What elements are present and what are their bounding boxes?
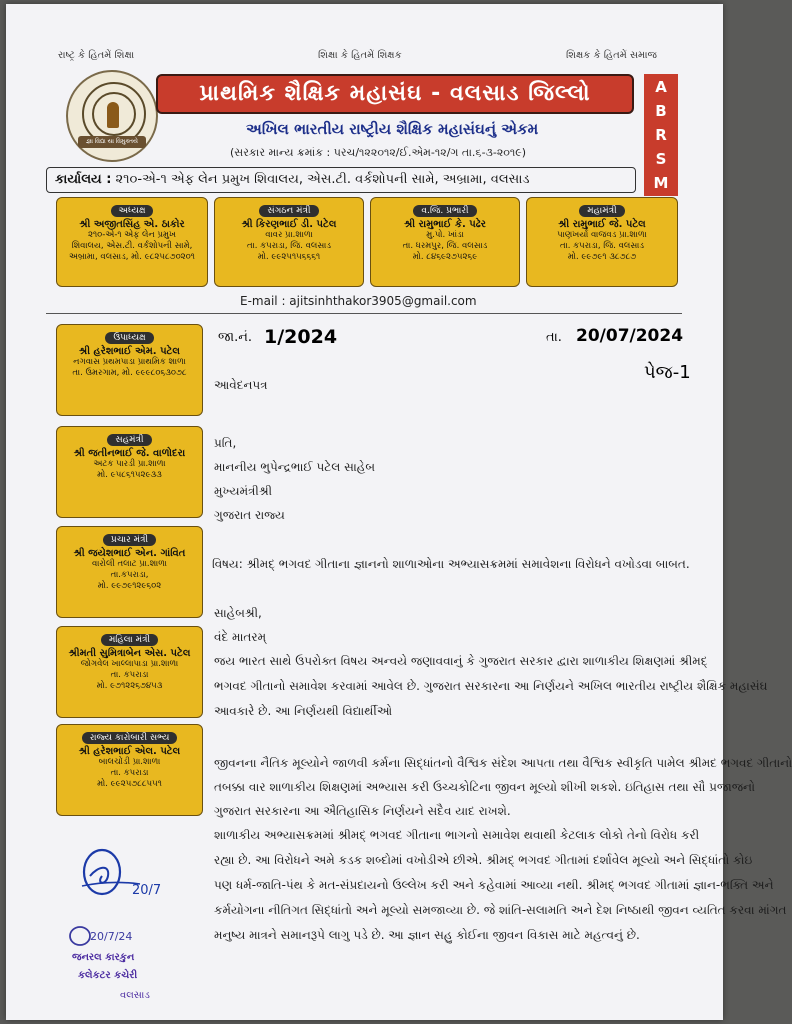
logo-motto: જ્ઞા વિદ્યા યા વિમુક્તયે <box>78 136 146 148</box>
organization-title: પ્રાથમિક શૈક્ષિક મહાસંઘ - વલસાડ જિલ્લો <box>156 74 634 114</box>
handwritten-signature <box>80 846 176 902</box>
office-label: કાર્યાલય : <box>55 172 112 187</box>
card-state-executive-member: રાજ્ય કારોબારી સભ્ય શ્રી હરેશભાઈ એલ. પટેલ બાલચોંડી પ્રા.શાળા તા. કપરાડા મો. ૯૯૨૫૭૮૮૫૫૧ <box>56 724 203 816</box>
salutation-line: વંદે માતરમ્ <box>214 630 267 644</box>
card-publicity-secretary: પ્રચાર મંત્રી શ્રી જયેશભાઈ એન. ગાંવિત વારોલી તલાટ પ્રા.શાળા તા.કપરાડા, મો. ૯૯૭૯૧૨૯૬૦૨ <box>56 526 203 618</box>
paragraph-line: પણ ધર્મ-જાતિ-પંથ કે મત-સંપ્રદાયનો ઉલ્લેખ કરી અને કહેવામાં આવ્યા નથી. શ્રીમદ્ ભગવદ ગીતામાં જ્ઞાન-ભક્તિ અને <box>214 878 774 892</box>
card-women-secretary: મહિલા મંત્રી શ્રીમતી સુમિત્રાબેન એસ. પટેલ જોગવેલ ખાલ્લાપાડા પ્રા.શાળા તા. કપરાડા મો. ૯૭૧૨૨૬૭૪૫૩ <box>56 626 203 718</box>
card-joint-secretary: સહમંત્રી શ્રી જતીનભાઈ જે. વાળોદરા અટક પારડી પ્રા.શાળા મો. ૯૫૮૬૧૫૨૯૩૩ <box>56 426 203 518</box>
svg-text:વલસાડ: વલસાડ <box>120 990 150 1001</box>
paragraph-line: મનુષ્ય માત્રને સમાનરૂપે લાગુ પડે છે. આ જ્ઞાન સહુ કોઈના જીવન વિકાસ માટે મહત્વનું છે. <box>214 928 640 942</box>
paragraph-line: જીવનના નૈતિક મૂલ્યોને જાળવી કર્મના સિદ્ધાંતનો વૈશ્વિક સંદેશ આપતા તથા વૈશ્વિક સ્વીકૃતિ પામેલ શ્રીમદ ભગવદ ગીતાનો <box>214 756 792 770</box>
date-label: તા. <box>546 330 562 345</box>
paragraph-line: કર્મયોગના નીતિગત સિદ્ધાંતો અને મૂલ્યો સમજાવ્યા છે. જે શાંતિ-સલામતિ અને દેશ નિષ્ઠાથી જીવન વ્યતિત કરવા માંગત <box>214 903 787 917</box>
card-vice-president: ઉપાધ્યક્ષ શ્રી હરેશભાઈ એમ. પટેલ નગવાસ પ્રથમપાડા પ્રાથમિક શાળા તા. ઉમરગામ, મો. ૯૯૯૮૦૬૩૦૭૮ <box>56 324 203 416</box>
reference-label: જા.નં. <box>218 330 253 345</box>
recipient-line: ગુજરાત રાજ્ય <box>214 508 285 522</box>
office-address-text: ૨૧૦-એ-૧ એફ લેન પ્રમુખ શિવાલય, એસ.ટી. વર્કશોપની સામે, અબ્રામા, વલસાડ <box>115 172 530 187</box>
slogan-right: શિક્ષક કે હિતમેં સમાજ <box>566 50 658 61</box>
letter-heading: આવેદનપત્ર <box>214 378 268 392</box>
organization-subtitle: અખિલ ભારતીય રાષ્ટ્રીય શૈક્ષિક મહાસંઘનું એકમ <box>246 120 539 138</box>
slogan-center: શિક્ષા કે હિતમેં શિક્ષક <box>318 50 402 61</box>
slogan-left: રાષ્ટ્ર કે હિતમેં શિક્ષા <box>58 50 135 61</box>
paragraph-line: જય ભારત સાથે ઉપરોક્ત વિષય અન્વયે જણાવવાનું કે ગુજરાત સરકાર દ્વારા શાળાકીય શિક્ષણમાં શ્રીમદ્ <box>214 654 708 668</box>
recipient-line: પ્રતિ, <box>214 436 237 450</box>
salutation-line: સાહેબશ્રી, <box>214 606 262 620</box>
page-number: પેજ-1 <box>644 362 691 383</box>
recipient-line: માનનીય ભુપેન્દ્રભાઈ પટેલ સાહેબ <box>214 460 375 474</box>
paragraph-line: રહ્યા છે. આ વિરોધને અમે કડક શબ્દોમાં વખોડીએ છીએ. શ્રીમદ્ ભગવદ ગીતામાં દર્શાવેલ મૂલ્યો અને સિદ્ધાંતો કોઇ <box>214 853 753 867</box>
svg-text:જનરલ કારકુન: જનરલ કારકુન <box>72 952 135 963</box>
received-stamp-handwriting <box>60 922 190 1012</box>
card-president: અધ્યક્ષ શ્રી અજીતસિંહ એ. ઠાકોર ૨૧૦-એ-૧ એફ લેન પ્રમુખ શિવાલય, એસ.ટી. વર્કશોપની સામે, અબ્રામા, વલસાડ, મો. ૯૮૨૫૮૭૦૨૦૧ <box>56 197 208 287</box>
svg-text:કલેકટર કચેરી: કલેકટર કચેરી <box>78 970 138 981</box>
svg-text:20/7: 20/7 <box>132 883 162 898</box>
reference-number: 1/2024 <box>264 326 338 348</box>
paragraph-line: શાળાકીય અભ્યાસક્રમમાં શ્રીમદ્ ભગવદ ગીતાના ભાગનો સમાવેશ થવાથી કેટલાક લોકો તેનો વિરોધ કરી <box>214 828 700 842</box>
letter-subject: વિષય: શ્રીમદ્ ભગવદ ગીતાના જ્ઞાનનો શાળાઓના અભ્યાસક્રમમાં સમાવેશના વિરોધને વખોડવા બાબત. <box>212 557 690 571</box>
abrsm-badge: A B R S M <box>644 74 678 196</box>
paragraph-line: આવકારે છે. આ નિર્ણયથી વિદ્યાર્થીઓ <box>214 704 393 718</box>
office-address <box>46 167 636 193</box>
recipient-line: મુખ્યમંત્રીશ્રી <box>214 484 273 498</box>
letter-page <box>6 4 792 1020</box>
letter-date: 20/07/2024 <box>576 326 684 346</box>
paragraph-line: ગુજરાત સરકારના આ ઐતિહાસિક નિર્ણયને સદૈવ યાદ રાખશે. <box>214 804 511 818</box>
card-organization-secretary: સંગઠન મંત્રી શ્રી કિરણભાઈ ડી. પટેલ વાવર પ્રા.શાળા તા. કપરાડા, જિ. વલસાડ મો. ૯૯૨૫૧૫૬૬૬૧ <box>214 197 364 287</box>
header-divider <box>46 313 682 314</box>
registration-number: (સરકાર માન્ય ક્રમાંક : પરચ/૧૨૨૦૧૨/ઈ.એમ-૧૨/ગ તા.૬-૩-૨૦૧૯) <box>230 146 527 159</box>
paragraph-line: તબક્કા વાર શાળાકીય શિક્ષણમાં અભ્યાસ કરી ઉચ્ચકોટિના જીવન મૂલ્યો શીખી શકશે. ઇતિહાસ તથા સૌ પ્રજાજનો <box>214 780 756 794</box>
svg-text:20/7/24: 20/7/24 <box>90 930 133 943</box>
card-district-incharge: વ.જિ. પ્રભારી શ્રી રામુભાઈ કે. પઢેર મુ.પો. ખાંડા તા. ધરમપુર, જિ. વલસાડ મો. ૮૪૬૯૨૭૫૨૬૯ <box>370 197 520 287</box>
card-general-secretary: મહામંત્રી શ્રી રામુભાઈ જે. પટેલ પાણખર્યા વાજવડ પ્રા.શાળા તા. કપરાડા, જિ. વલસાડ મો. ૯૯૭૯૧ ૩૮૭૮૭ <box>526 197 678 287</box>
email-address: E-mail : ajitsinhthakor3905@gmail.com <box>240 294 477 308</box>
paragraph-line: ભગવદ ગીતાનો સમાવેશ કરવામાં આવેલ છે. ગુજરાત સરકારના આ નિર્ણયને અખિલ ભારતીય રાષ્ટ્રીય શૈક્ષિક મહાસંઘ <box>214 679 768 693</box>
organization-logo <box>66 70 158 162</box>
